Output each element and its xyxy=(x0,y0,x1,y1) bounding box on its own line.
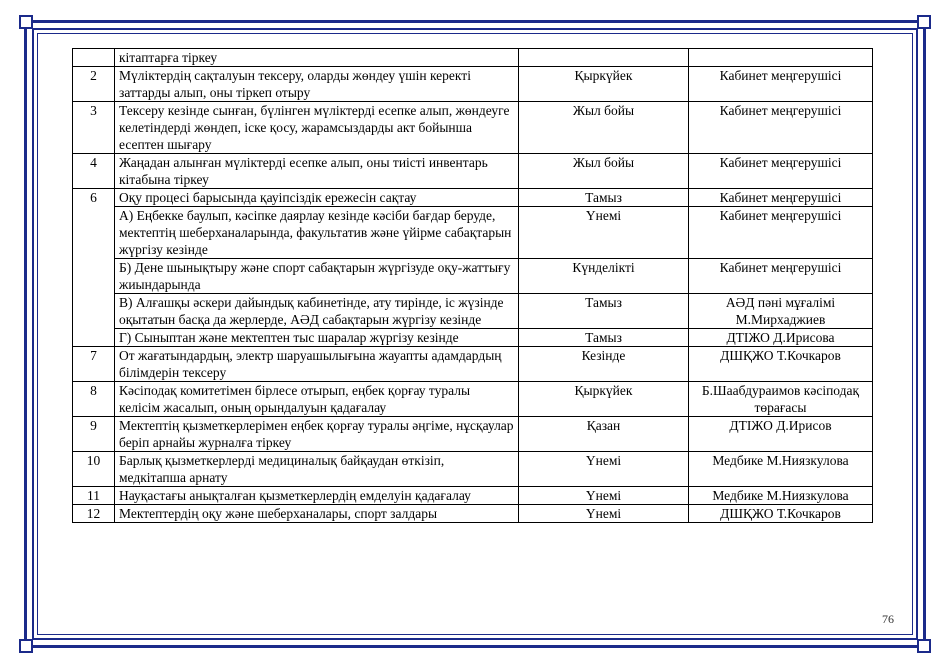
table-row xyxy=(73,189,873,207)
activity-timing: Жыл бойы xyxy=(519,154,689,189)
activity-description: Г) Сыныптан және мектептен тыс шаралар жүргізу кезінде xyxy=(115,329,519,347)
activity-description: Жаңадан алынған мүліктерді есепке алып, оны тиісті инвентарь кітабына тіркеу xyxy=(115,154,519,189)
table-row xyxy=(73,154,873,189)
activity-description: кітаптарға тіркеу xyxy=(115,49,519,67)
activity-description: От жағатындардың, электр шаруашылығына жауапты адамдардың білімдерін тексеру xyxy=(115,347,519,382)
activity-description: Мектептердің оқу және шеберханалары, спорт залдары xyxy=(115,505,519,523)
table-row xyxy=(73,487,873,505)
row-number: 12 xyxy=(73,505,115,523)
activity-description: Б) Дене шынықтыру және спорт сабақтарын жүргізуде оқу-жаттығу жиындарында xyxy=(115,259,519,294)
row-number xyxy=(73,49,115,67)
activity-timing: Үнемі xyxy=(519,487,689,505)
row-number: 7 xyxy=(73,347,115,382)
table-row xyxy=(73,259,873,294)
row-number: 9 xyxy=(73,417,115,452)
activity-timing: Қазан xyxy=(519,417,689,452)
frame-corner-ornament xyxy=(19,639,33,653)
activity-timing: Тамыз xyxy=(519,189,689,207)
responsible-person: Кабинет меңгерушісі xyxy=(689,67,873,102)
responsible-person: Медбике М.Ниязкулова xyxy=(689,452,873,487)
activity-timing: Қыркүйек xyxy=(519,382,689,417)
activity-timing: Жыл бойы xyxy=(519,102,689,154)
activity-timing: Қыркүйек xyxy=(519,67,689,102)
page-number: 76 xyxy=(882,612,894,626)
activity-description: Тексеру кезінде сынған, бүлінген мүліктерді есепке алып, жөндеуге келетіндерді жөндеп, іске қосу, жарамсыздарды акт бойынша есептен шығару xyxy=(115,102,519,154)
activity-timing: Үнемі xyxy=(519,452,689,487)
responsible-person: ДШҚЖО Т.Кочкаров xyxy=(689,347,873,382)
work-plan-table xyxy=(72,48,873,523)
activity-timing xyxy=(519,49,689,67)
table-row xyxy=(73,102,873,154)
responsible-person: Медбике М.Ниязкулова xyxy=(689,487,873,505)
activity-timing: Кезінде xyxy=(519,347,689,382)
frame-corner-ornament xyxy=(917,15,931,29)
table-row xyxy=(73,417,873,452)
frame-corner-ornament xyxy=(917,639,931,653)
table-row xyxy=(73,49,873,67)
activity-description: Барлық қызметкерлерді медициналық байқаудан өткізіп, медкітапша арнату xyxy=(115,452,519,487)
activity-timing: Тамыз xyxy=(519,329,689,347)
row-number: 8 xyxy=(73,382,115,417)
row-number: 2 xyxy=(73,67,115,102)
table-row xyxy=(73,347,873,382)
responsible-person xyxy=(689,49,873,67)
row-number: 10 xyxy=(73,452,115,487)
table-row xyxy=(73,452,873,487)
table-row xyxy=(73,382,873,417)
responsible-person: Кабинет меңгерушісі xyxy=(689,189,873,207)
activity-timing: Үнемі xyxy=(519,505,689,523)
row-number: 4 xyxy=(73,154,115,189)
activity-description: Мүліктердің сақталуын тексеру, оларды жөндеу үшін керекті заттарды алып, оны тіркеп отыру xyxy=(115,67,519,102)
responsible-person: Кабинет меңгерушісі xyxy=(689,207,873,259)
frame-corner-ornament xyxy=(19,15,33,29)
row-number: 11 xyxy=(73,487,115,505)
activity-timing: Күнделікті xyxy=(519,259,689,294)
table-row xyxy=(73,329,873,347)
activity-description: Науқастағы анықталған қызметкерлердің емделуін қадағалау xyxy=(115,487,519,505)
responsible-person: АӘД пәні мұғалімі М.Мирхаджиев xyxy=(689,294,873,329)
activity-description: Мектептің қызметкерлерімен еңбек қорғау туралы әңгіме, нұсқаулар беріп арнайы журналға тіркеу xyxy=(115,417,519,452)
table-row xyxy=(73,207,873,259)
table-row xyxy=(73,294,873,329)
table-row xyxy=(73,505,873,523)
responsible-person: Кабинет меңгерушісі xyxy=(689,102,873,154)
responsible-person: Кабинет меңгерушісі xyxy=(689,259,873,294)
responsible-person: ДТІЖО Д.Ирисов xyxy=(689,417,873,452)
responsible-person: ДШҚЖО Т.Кочкаров xyxy=(689,505,873,523)
activity-description: Оқу процесі барысында қауіпсіздік ережесін сақтау xyxy=(115,189,519,207)
responsible-person: ДТІЖО Д.Ирисова xyxy=(689,329,873,347)
activity-description: Кәсіподақ комитетімен бірлесе отырып, еңбек қорғау туралы келісім жасалып, оның орындалуын қадағалау xyxy=(115,382,519,417)
activity-description: А) Еңбекке баулып, кәсіпке даярлау кезінде кәсіби бағдар беруде, мектептің шеберханаларында, факультатив және үйірме сабақтарын жүргізу кезінде xyxy=(115,207,519,259)
activity-timing: Үнемі xyxy=(519,207,689,259)
row-number: 6 xyxy=(73,189,115,347)
responsible-person: Б.Шаабдураимов кәсіподақ төрағасы xyxy=(689,382,873,417)
activity-timing: Тамыз xyxy=(519,294,689,329)
activity-description: В) Алғашқы әскери дайындық кабинетінде, ату тирінде, іс жүзінде оқытатын басқа да жерлерде, АӘД сабақтарын жүргізу кезінде xyxy=(115,294,519,329)
responsible-person: Кабинет меңгерушісі xyxy=(689,154,873,189)
row-number: 3 xyxy=(73,102,115,154)
table-row xyxy=(73,67,873,102)
